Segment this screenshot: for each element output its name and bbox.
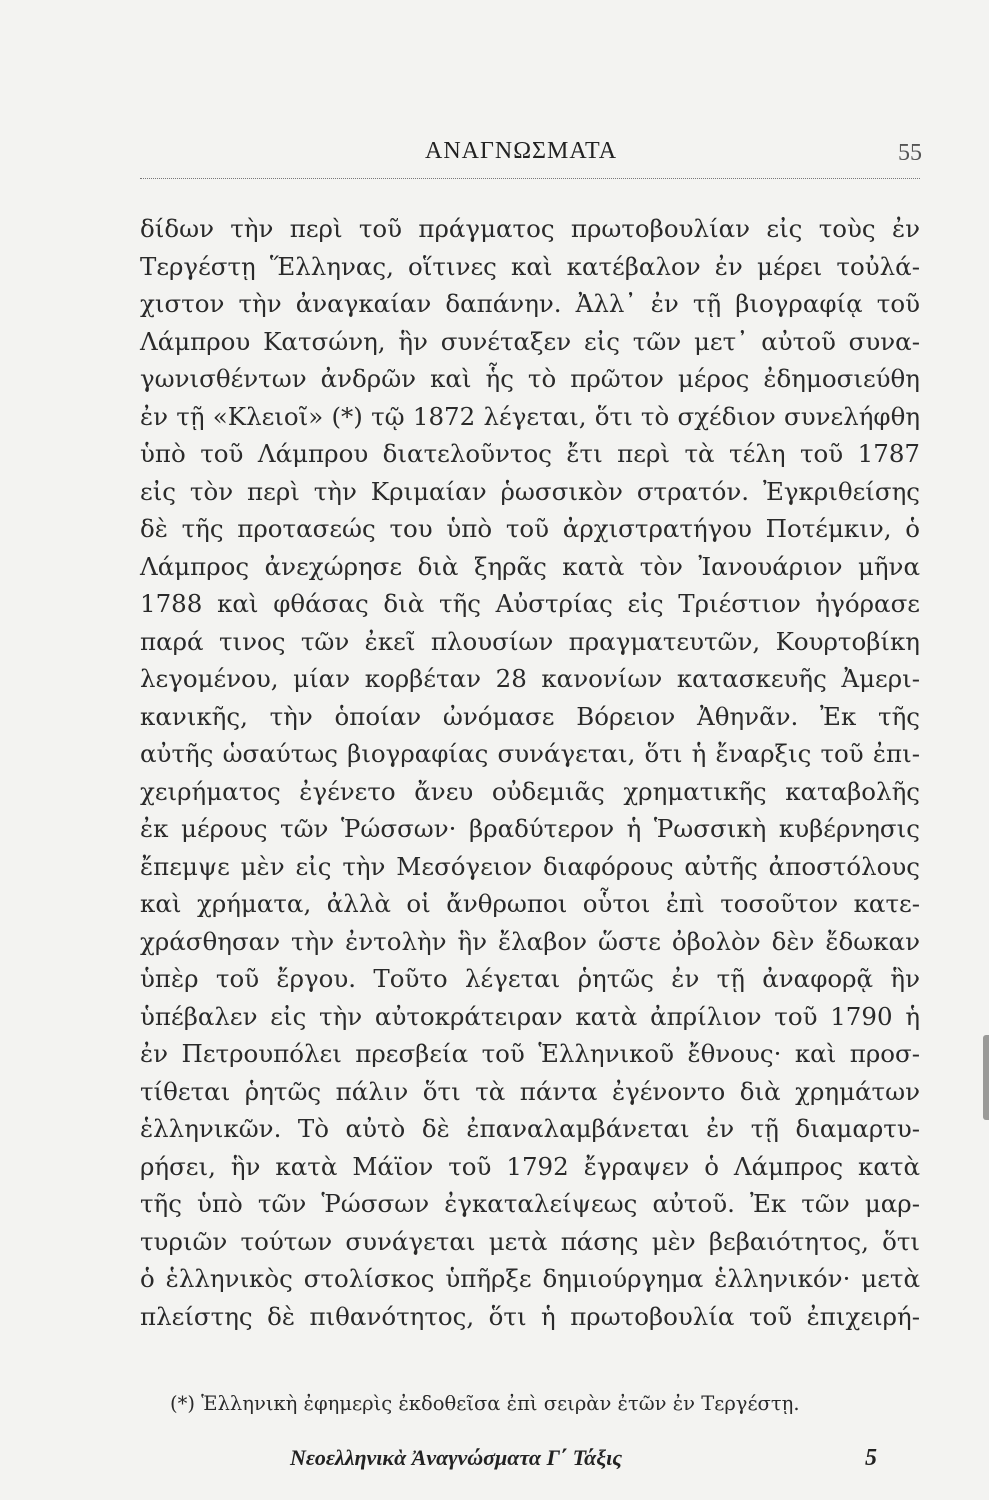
text-line: αὐτῆς ὡσαύτως βιογραφίας συνάγεται, ὅτι ἡ ἔναρξις τοῦ ἐπι- xyxy=(140,739,920,768)
text-line: κανικῆς, τὴν ὁποίαν ὠνόμασε Βόρειον Ἀθηνᾶν. Ἐκ τῆς xyxy=(140,701,920,731)
text-line: ὑπὲρ τοῦ ἔργου. Τοῦτο λέγεται ῥητῶς ἐν τῇ ἀναφορᾷ ἣν xyxy=(140,964,920,993)
text-line: δίδων τὴν περὶ τοῦ πράγματος πρωτοβουλίαν εἰς τοὺς ἐν xyxy=(140,214,920,243)
text-line: ὑπὸ τοῦ Λάμπρου διατελοῦντος ἔτι περὶ τὰ τέλη τοῦ 1787 xyxy=(140,439,920,468)
text-line: δὲ τῆς προτασεώς του ὑπὸ τοῦ ἀρχιστρατήγου Ποτέμκιν, ὁ xyxy=(140,514,920,543)
footer-book-title: Νεοελληνικὰ Ἀναγνώσματα Γ΄ Τάξις xyxy=(290,1445,623,1470)
running-header xyxy=(0,138,989,174)
text-line: ἐν τῇ «Κλειοῖ» (*) τῷ 1872 λέγεται, ὅτι τὸ σχέδιον συνελήφθη xyxy=(140,401,920,431)
text-line: παρά τινος τῶν ἐκεῖ πλουσίων πραγματευτῶν, Κουρτοβίκη xyxy=(140,626,920,656)
text-line: εἰς τὸν περὶ τὴν Κριμαίαν ῥωσσικὸν στρατόν. Ἐγκριθείσης xyxy=(140,476,920,506)
text-line: 1788 καὶ φθάσας διὰ τῆς Αὐστρίας εἰς Τριέστιον ἠγόρασε xyxy=(140,589,920,618)
page-footer xyxy=(290,1445,890,1485)
body-text xyxy=(140,210,920,1335)
text-line: καὶ χρήματα, ἀλλὰ οἱ ἄνθρωποι οὗτοι ἐπὶ τοσοῦτον κατε- xyxy=(140,889,920,918)
text-line: χιστον τὴν ἀναγκαίαν δαπάνην. Ἀλλ᾽ ἐν τῇ βιογραφίᾳ τοῦ xyxy=(140,289,920,318)
text-line: ἑλληνικῶν. Τὸ αὐτὸ δὲ ἐπαναλαμβάνεται ἐν τῇ διαμαρτυ- xyxy=(140,1114,920,1143)
page-edge-mark xyxy=(983,1035,989,1120)
text-line: τίθεται ῥητῶς πάλιν ὅτι τὰ πάντα ἐγένοντο διὰ χρημάτων xyxy=(140,1076,920,1106)
text-line: τυριῶν τούτων συνάγεται μετὰ πάσης μὲν βεβαιότητος, ὅτι xyxy=(140,1226,920,1256)
footer-signature: 5 xyxy=(865,1445,877,1471)
text-line: ρήσει, ἣν κατὰ Μάϊον τοῦ 1792 ἔγραψεν ὁ Λάμπρος κατὰ xyxy=(140,1151,920,1181)
text-line: χράσθησαν τὴν ἐντολὴν ἣν ἔλαβον ὥστε ὀβολὸν δὲν ἔδωκαν xyxy=(140,926,920,956)
footnote: (*) Ἑλληνικὴ ἐφημερὶς ἐκδοθεῖσα ἐπὶ σειρὰν ἐτῶν ἐν Τεργέστῃ. xyxy=(170,1392,800,1415)
text-line: πλείστης δὲ πιθανότητος, ὅτι ἡ πρωτοβουλία τοῦ ἐπιχειρή- xyxy=(140,1301,920,1331)
text-line: Τεργέστῃ Ἕλληνας, οἵτινες καὶ κατέβαλον ἐν μέρει τοὐλά- xyxy=(140,251,920,281)
text-line: χειρήματος ἐγένετο ἄνευ οὐδεμιᾶς χρηματικῆς καταβολῆς xyxy=(140,776,920,806)
text-line: ἐκ μέρους τῶν Ῥώσσων· βραδύτερον ἡ Ῥωσσικὴ κυβέρνησις xyxy=(140,814,920,843)
header-rule xyxy=(140,178,920,179)
text-line: ἔπεμψε μὲν εἰς τὴν Μεσόγειον διαφόρους αὐτῆς ἀποστόλους xyxy=(140,851,920,881)
text-line: γωνισθέντων ἀνδρῶν καὶ ἧς τὸ πρῶτον μέρος ἐδημοσιεύθη xyxy=(140,364,920,393)
text-line: ἐν Πετρουπόλει πρεσβεία τοῦ Ἑλληνικοῦ ἔθνους· καὶ προσ- xyxy=(140,1039,920,1068)
text-line: λεγομένου, μίαν κορβέταν 28 κανονίων κατασκευῆς Ἀμερι- xyxy=(140,664,920,693)
page-number: 55 xyxy=(898,140,922,166)
text-line: ὑπέβαλεν εἰς τὴν αὐτοκράτειραν κατὰ ἀπρίλιον τοῦ 1790 ἡ xyxy=(140,1001,920,1031)
text-line: τῆς ὑπὸ τῶν Ῥώσσων ἐγκαταλείψεως αὐτοῦ. Ἐκ τῶν μαρ- xyxy=(140,1189,920,1218)
text-line: Λάμπρος ἀνεχώρησε διὰ ξηρᾶς κατὰ τὸν Ἰανουάριον μῆνα xyxy=(140,551,920,581)
running-title: ΑΝΑΓΝΩΣΜΑΤΑ xyxy=(425,138,618,164)
text-line: Λάμπρου Κατσώνη, ἣν συνέταξεν εἰς τῶν μετ᾽ αὐτοῦ συνα- xyxy=(140,326,920,356)
text-line: ὁ ἑλληνικὸς στολίσκος ὑπῆρξε δημιούργημα ἑλληνικόν· μετὰ xyxy=(140,1264,920,1293)
